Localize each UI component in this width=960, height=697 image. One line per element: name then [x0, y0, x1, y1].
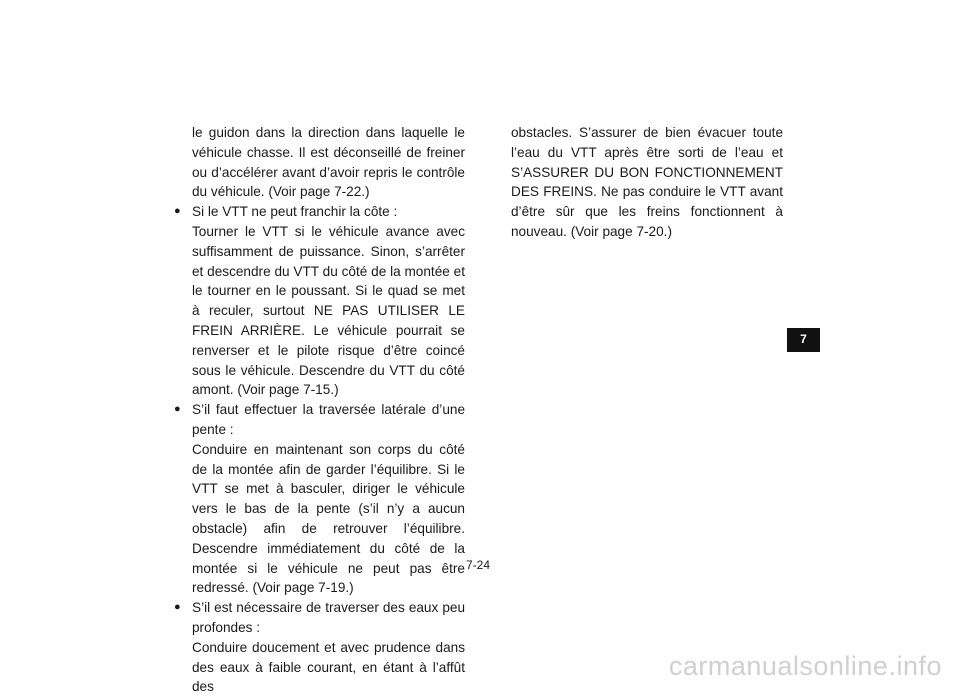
list-item	[172, 202, 465, 400]
bullet-dot-icon: ●	[174, 601, 181, 614]
list-item	[172, 598, 465, 697]
bullet-dot-icon: ●	[174, 403, 181, 416]
bullet-body: Conduire doucement et avec prudence dans des eaux à faible courant, en étant à l’affût des	[192, 639, 465, 695]
bullet-heading: S’il faut effectuer la traversée latérale d’une pente :	[192, 402, 465, 437]
bullet-body: Conduire en maintenant son corps du côté de la montée afin de garder l’équilibre. Si le VTT se met à basculer, diriger le véhicule vers le bas de la pente (s’il n’y a aucun obstacle) afin de retrouver l’équilibre. Descendre immédiatement du côté de la montée si le véhicule ne peut pas être redressé. (Voir page 7-19.)	[192, 441, 465, 596]
left-column	[172, 123, 465, 697]
bullet-body: Tourner le VTT si le véhicule avance avec suffisamment de puissance. Sinon, s’arrêter et descendre du VTT du côté de la montée et le tourner en le poussant. Si le quad se met à reculer, surtout NE PAS UTILISER LE FREIN ARRIÈRE. Le véhicule pourrait se renverser et le pilote risque d’être coincé sous le véhicule. Descendre du VTT du côté amont. (Voir page 7-15.)	[192, 223, 465, 398]
list-item	[172, 400, 465, 598]
bullet-heading: Si le VTT ne peut franchir la côte :	[192, 204, 398, 220]
page-number: 7-24	[466, 558, 491, 572]
bullet-heading: S’il est nécessaire de traverser des eaux peu profondes :	[192, 600, 465, 635]
chapter-tab: 7	[787, 328, 820, 352]
watermark: carmanualsonline.info	[668, 651, 942, 682]
bullet-dot-icon: ●	[174, 205, 181, 218]
right-paragraph: obstacles. S’assurer de bien évacuer toute l’eau du VTT après être sorti de l’eau et S’ASSURER DU BON FONCTIONNEMENT DES FREINS. Ne pas conduire le VTT avant d’être sûr que les freins fonctionnent à nouveau. (Voir page 7-20.)	[511, 125, 783, 239]
intro-paragraph: le guidon dans la direction dans laquelle le véhicule chasse. Il est déconseillé de freiner ou d’accélérer avant d’avoir repris le contrôle du véhicule. (Voir page 7-22.)	[192, 125, 465, 200]
right-column	[511, 123, 783, 242]
